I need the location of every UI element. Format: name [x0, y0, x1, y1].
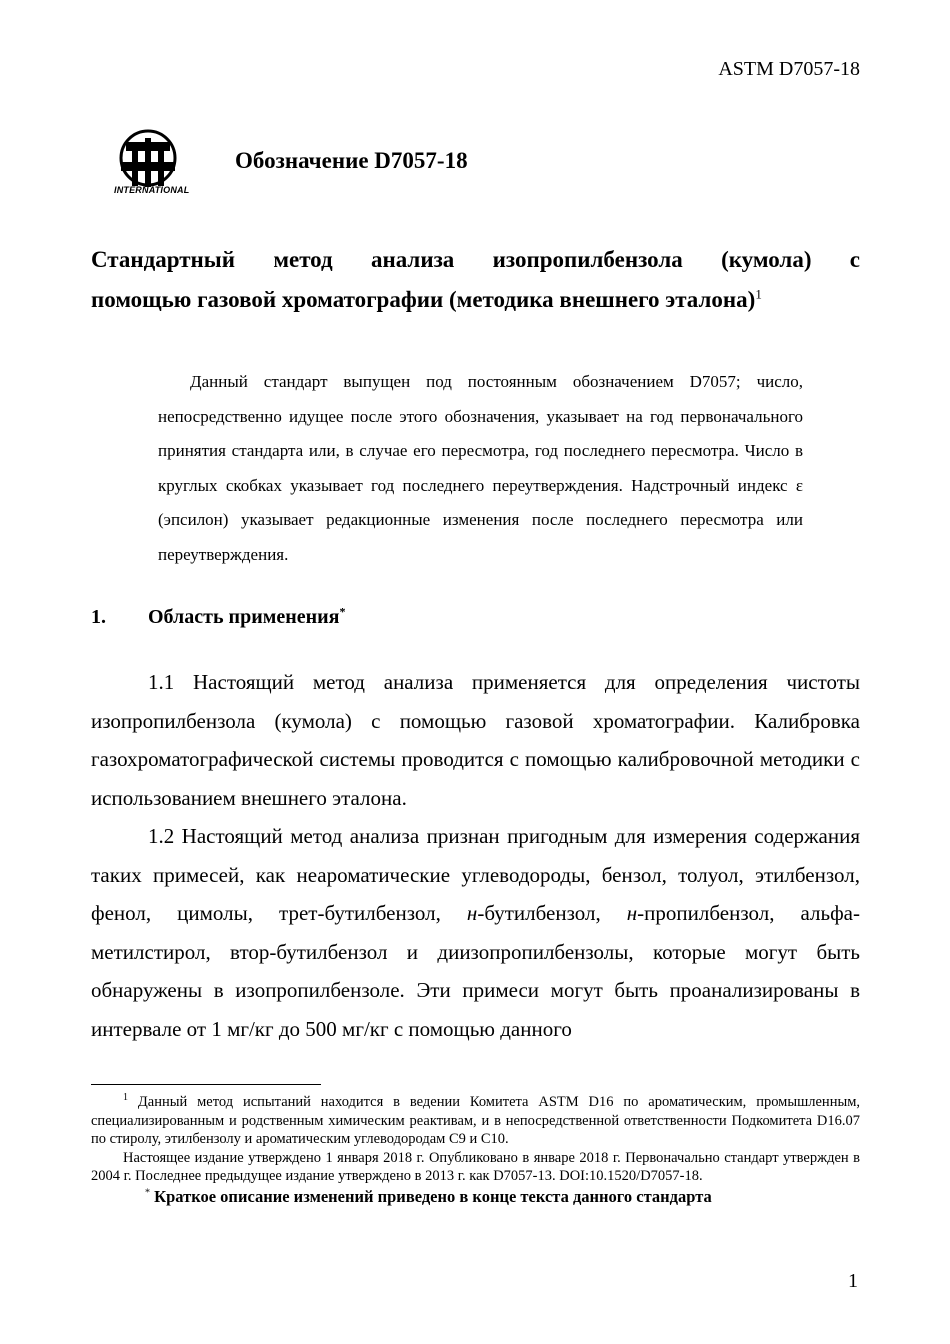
paragraph-1-1: 1.1 Настоящий метод анализа применяется для определения чистоты изопропилбензола (кумола) с помощью газовой хроматографии. Калибровка газохроматографической системы проводится с помощью калибровочной методики с использованием внешнего эталона.	[91, 670, 860, 810]
footnote-1-edition: Настоящее издание утверждено 1 января 2018 г. Опубликовано в январе 2018 г. Первоначально стандарт утвержден в 2004 г. Последнее предыдущее издание утверждено в 2013 г. как D7057-13. DOI:10.1520/D7057-18.	[91, 1149, 860, 1184]
footnote-star-text: Краткое описание изменений приведено в конце текста данного стандарта	[154, 1187, 712, 1206]
footnote-1	[91, 1093, 860, 1149]
italic-n-1: н	[466, 901, 478, 925]
footnote-1-text: Данный метод испытаний находится в ведении Комитета ASTM D16 по ароматическим, промышленным, специализированным и родственным химическим реактивам, и в непосредственной ответственности Подкомитета D16.07 по стиролу, этилбензолу и ароматическим углеводородам C9 и C10.	[91, 1094, 860, 1147]
astm-international-logo	[112, 128, 196, 198]
footnote-star-mark: *	[145, 1187, 150, 1199]
title-line-1: Стандартный метод анализа изопропилбензола (кумола) с	[91, 247, 860, 272]
section-title: Область применения	[148, 606, 340, 628]
footnote-star	[145, 1187, 712, 1207]
footnote-1-mark: 1	[123, 1092, 128, 1104]
paragraph-1-2-part-b: -бутилбензол,	[477, 901, 627, 925]
page-number: 1	[848, 1270, 858, 1292]
paragraph-1-2-part-a: 1.2 Настоящий метод анализа признан пригодным для измерения содержания таких примесей, как неароматические углеводороды, бензол, толуол, этилбензол, фенол, цимолы, трет-бутилбензол,	[91, 824, 860, 925]
italic-n-2: н	[626, 901, 638, 925]
standard-notice: Данный стандарт выпущен под постоянным обозначением D7057; число, непосредственно идущее после этого обозначения, указывает на год первоначального принятия стандарта или, в случае его пересмотра, год последнего пересмотра. Число в круглых скобках указывает год последнего переутверждения. Надстрочный индекс ε (эпсилон) указывает редакционные изменения после последнего пересмотра или переутверждения.	[158, 372, 803, 564]
section-heading	[91, 606, 346, 629]
title-line-2: помощью газовой хроматографии (методика внешнего эталона)	[91, 287, 756, 312]
section-footnote-mark: *	[339, 604, 346, 619]
title-footnote-mark: 1	[755, 286, 762, 302]
section-number: 1.	[91, 606, 106, 628]
standard-code-header: ASTM D7057-18	[718, 58, 860, 80]
document-title	[91, 240, 860, 320]
logo-text: INTERNATIONAL	[114, 185, 190, 195]
paragraph-1-2	[91, 817, 860, 1048]
document-designation: Обозначение D7057-18	[235, 148, 468, 173]
footnote-separator	[91, 1084, 321, 1085]
paragraph-1-2-part-c: -пропилбензол, альфа-метилстирол, втор-бутилбензол и диизопропилбензолы, которые могут быть обнаружены в изопропилбензоле. Эти примеси могут быть проанализированы в интервале от 1 мг/кг до 500 мг/кг с помощью данного	[91, 901, 860, 1041]
footnotes	[91, 1093, 860, 1186]
